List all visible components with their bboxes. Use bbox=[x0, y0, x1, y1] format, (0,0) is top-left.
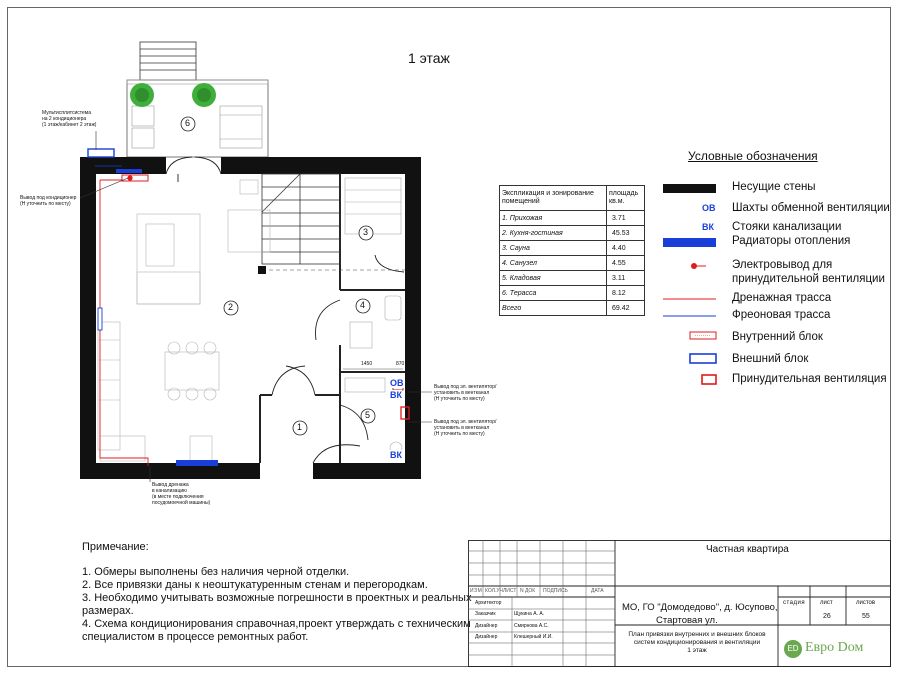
drawing-title: План привязки внутренних и внешних блоков систем кондиционирования и вентиляции 1 этаж bbox=[628, 631, 766, 654]
person-role: Дизайнер bbox=[475, 634, 498, 640]
legend-item-outdoor-unit: Внешний блок bbox=[732, 353, 809, 365]
dimension: 870 bbox=[396, 361, 405, 367]
person-role: Заказчик bbox=[475, 611, 496, 617]
notes-title: Примечание: bbox=[82, 541, 149, 553]
legend-symbol-vk: ВК bbox=[702, 222, 714, 232]
annotation-drain-outlet: Вывод дренажа в канализацию (в месте подключения посудомоечной машины) bbox=[152, 482, 211, 506]
drainage-route bbox=[100, 180, 148, 466]
col-header-kol: КОЛ.УЧ bbox=[485, 588, 503, 594]
note-line: специалистом в процессе ремонтных работ. bbox=[82, 631, 309, 643]
legend-item-freon-route: Фреоновая трасса bbox=[732, 309, 831, 321]
address-line-2: Стартовая ул. bbox=[656, 615, 718, 626]
note-line: 2. Все привязки даны к неоштукатуренным стенам и перегородкам. bbox=[82, 579, 428, 591]
legend-item-electro-outlet: Электровывод для bbox=[732, 259, 833, 271]
legend-title: Условные обозначения bbox=[688, 149, 818, 163]
room-marker-5: 5 bbox=[365, 410, 371, 420]
note-line: 3. Необходимо учитывать возможные погрешности в проектных и реальных bbox=[82, 592, 472, 604]
bearing-wall-symbol bbox=[663, 184, 716, 193]
sheets-total: 55 bbox=[862, 613, 870, 620]
electro-outlet-symbol bbox=[691, 263, 697, 269]
col-header-izm: ИЗМ bbox=[470, 588, 483, 594]
outdoor-unit-symbol bbox=[690, 354, 716, 363]
legend-symbols bbox=[660, 180, 730, 390]
annotation-multisplit: Мультисплитсистема на 2 кондиционера (1 этаж/кабинет 2 этаж) bbox=[42, 110, 97, 128]
outdoor-unit bbox=[88, 149, 114, 157]
bearing-walls bbox=[80, 157, 421, 479]
legend-item-electro-outlet-2: принудительной вентиляции bbox=[732, 273, 885, 285]
table-row: 6. Терасса 8.12 bbox=[500, 286, 645, 301]
person-role: Дизайнер bbox=[475, 623, 498, 629]
col-header-date: ДАТА bbox=[591, 588, 604, 594]
col-header-ndoc: N ДОК bbox=[520, 588, 536, 594]
table-row-total: Всего 69.42 bbox=[500, 301, 645, 316]
radiator-symbol bbox=[663, 238, 716, 247]
sheet-number: 26 bbox=[823, 613, 831, 620]
annotation-vent-outlet-2: Вывод под эл. вентилятор/ установить в вентканал (H уточнить по месту) bbox=[434, 419, 497, 437]
explication-header-area: площадь кв.м. bbox=[607, 186, 645, 211]
legend-item-ventilation-shafts: Шахты обменной вентиляции bbox=[732, 202, 890, 214]
table-row: 1. Прихожая 3.71 bbox=[500, 211, 645, 226]
table-row: 4. Санузел 4.55 bbox=[500, 256, 645, 271]
logo-text: Евро Dом bbox=[805, 640, 864, 655]
sheets-label: листов bbox=[856, 600, 876, 606]
explication-header-name: Экспликация и зонирование помещений bbox=[500, 186, 607, 211]
note-line: размерах. bbox=[82, 605, 134, 617]
project-name: Частная квартира bbox=[706, 544, 789, 555]
annotation-vent-outlet-1: Вывод под эл. вентилятор/ установить в вентканал (H уточнить по месту) bbox=[434, 384, 497, 402]
dimension: 1450 bbox=[361, 361, 373, 367]
sheet-label: лист bbox=[820, 600, 833, 606]
address-line-1: МО, ГО "Домодедово", д. Юсупово, bbox=[622, 602, 778, 613]
radiator bbox=[176, 460, 218, 466]
note-line: 4. Схема кондиционирования справочная,проект утверждать с техническим bbox=[82, 618, 471, 630]
forced-vent-symbol bbox=[702, 375, 716, 384]
table-row: 2. Кухня-гостиная 45.53 bbox=[500, 226, 645, 241]
shaft-vk: ВК bbox=[390, 390, 402, 400]
legend-item-walls: Несущие стены bbox=[732, 181, 816, 193]
logo-mark-icon: ED bbox=[784, 640, 802, 658]
explication-table bbox=[499, 185, 645, 316]
room-marker-2: 2 bbox=[228, 302, 234, 312]
terrace-steps bbox=[140, 42, 196, 80]
vent-outlet bbox=[127, 175, 132, 180]
legend-item-forced-vent: Принудительная вентиляция bbox=[732, 373, 887, 385]
living-furniture bbox=[98, 180, 270, 461]
legend-symbol-ov: ОВ bbox=[702, 203, 716, 213]
stage-label: стадия bbox=[783, 600, 806, 606]
person-name: Щукина А. А. bbox=[514, 611, 545, 617]
room-marker-1: 1 bbox=[297, 422, 303, 432]
note-line: 1. Обмеры выполнены без наличия черной отделки. bbox=[82, 566, 350, 578]
legend-item-indoor-unit: Внутренний блок bbox=[732, 331, 823, 343]
page-title: 1 этаж bbox=[408, 50, 450, 66]
staircase bbox=[262, 174, 340, 264]
annotation-cond-outlet: Вывод под кондиционер (H уточнить по месту) bbox=[20, 195, 77, 207]
room-marker-3: 3 bbox=[363, 227, 369, 237]
table-row: 3. Сауна 4.40 bbox=[500, 241, 645, 256]
room-marker-4: 4 bbox=[360, 300, 366, 310]
indoor-unit bbox=[98, 308, 102, 330]
col-header-sign: ПОДПИСЬ bbox=[543, 588, 568, 594]
person-name: Смирнова А.С. bbox=[514, 623, 549, 629]
shaft-vk-2: ВК bbox=[390, 450, 402, 460]
col-header-list: ЛИСТ bbox=[503, 588, 517, 594]
table-row: 5. Кладовая 3.11 bbox=[500, 271, 645, 286]
room-marker-6: 6 bbox=[185, 118, 191, 128]
person-role: Архитектор bbox=[475, 600, 502, 606]
radiator bbox=[116, 169, 142, 173]
legend-item-drain-route: Дренажная трасса bbox=[732, 292, 832, 304]
legend-item-sewer-risers: Стояки канализации bbox=[732, 221, 842, 233]
person-name: Клешерный И.И. bbox=[514, 634, 553, 640]
legend-item-radiators: Радиаторы отопления bbox=[732, 235, 851, 247]
shaft-ov: ОВ bbox=[390, 378, 404, 388]
indoor-unit bbox=[122, 175, 148, 181]
